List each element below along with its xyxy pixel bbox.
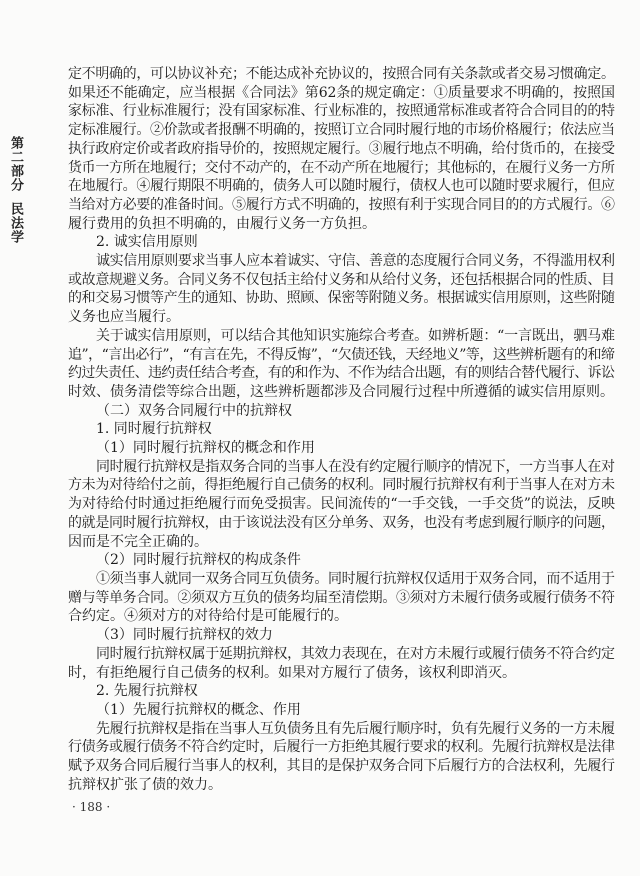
section-heading: [68, 439, 615, 458]
text-line: 执行政府定价或者政府指导价的，按照规定履行。③履行地点不明确，给付货币的，在接受: [68, 140, 615, 157]
section-heading: [68, 682, 615, 701]
section-heading: [68, 420, 615, 439]
section-heading: [68, 626, 615, 645]
page-number: · 188 ·: [72, 800, 111, 814]
paragraph: [68, 645, 615, 682]
paragraph: [68, 327, 615, 402]
text-line: 行债务或履行债务不符合约定时，后履行一方拒绝其履行要求的权利。先履行抗辩权是法律: [68, 739, 615, 756]
heading-text: （1）同时履行抗辩权的概念和作用: [96, 440, 315, 457]
text-line: 货币一方所在地履行；交付不动产的，在不动产所在地履行；其他标的，在履行义务一方所: [68, 159, 615, 176]
text-line: 关于诚实信用原则，可以结合其他知识实施综合考查。如辨析题：“一言既出，驷马难: [96, 327, 615, 344]
paragraph: [68, 65, 615, 233]
text-line: 赋予双务合同后履行当事人的权利，其目的是保护双务合同下后履行方的合法权利，先履行: [68, 758, 615, 775]
text-line: 家标准、行业标准履行；没有国家标准、行业标准的，按照通常标准或者符合合同目的的特: [68, 103, 615, 120]
paragraph: [68, 570, 615, 626]
text-line: 或故意规避义务。合同义务不仅包括主给付义务和从给付义务，还包括根据合同的性质、目: [68, 271, 615, 288]
text-line: 在地履行。④履行期限不明确的，债务人可以随时履行，债权人也可以随时要求履行，但应: [68, 178, 615, 195]
heading-text: 1. 同时履行抗辩权: [96, 421, 212, 438]
text-line: 因而是不完全正确的。: [68, 533, 208, 550]
text-line: 抗辩权扩张了债的效力。: [68, 776, 222, 793]
sidebar-gap: [6, 192, 24, 202]
text-line: 为对待给付时通过拒绝履行而免受损害。民间流传的“一手交钱，一手交货”的说法，反映: [68, 496, 616, 513]
paragraph: [68, 720, 615, 795]
text-line: 同时履行抗辩权属于延期抗辩权，其效力表现在，在对方未履行或履行债务不符合约定: [96, 645, 615, 662]
text-line: 追”，“言出必行”，“有言在先，不得反悔”，“欠债还钱，天经地义”等，这些辨析题有的和缔: [68, 346, 615, 363]
sidebar-part-label: 第二部分: [8, 136, 23, 192]
text-line: 先履行抗辩权是指在当事人互负债务且有先后履行顺序时，负有先履行义务的一方未履: [96, 720, 615, 737]
text-line: 合约定。④须对方的对待给付是可能履行的。: [68, 608, 348, 625]
text-line: 当给对方必要的准备时间。⑤履行方式不明确的，按照有利于实现合同目的的方式履行。⑥: [68, 196, 615, 213]
text-line: 履行费用的负担不明确的，由履行义务一方负担。: [68, 215, 376, 232]
section-heading: [68, 701, 615, 720]
text-line: 定不明确的，可以协议补充；不能达成补充协议的，按照合同有关条款或者交易习惯确定。: [68, 66, 615, 82]
page-body: [68, 65, 615, 794]
text-line: 的就是同时履行抗辩权，由于该说法没有区分单务、双务，也没有考虑到履行顺序的问题，: [68, 514, 615, 531]
text-line: 方未为对待给付之前，得拒绝履行自己债务的权利。同时履行抗辩权有利于当事人在对方未: [68, 477, 615, 494]
section-sidebar: [6, 136, 24, 244]
heading-text: （3）同时履行抗辩权的效力: [96, 627, 273, 644]
text-line: ①须当事人就同一双务合同互负债务。同时履行抗辩权仅适用于双务合同，而不适用于: [96, 570, 615, 587]
section-heading: [68, 233, 615, 252]
heading-text: （二）双务合同履行中的抗辩权: [96, 402, 292, 419]
text-line: 约过失责任、违约责任结合考查，有的和作为、不作为结合出题，有的则结合替代履行、诉讼: [68, 365, 615, 382]
paragraph: [68, 252, 615, 327]
text-line: 诚实信用原则要求当事人应本着诚实、守信、善意的态度履行合同义务，不得滥用权利: [96, 253, 615, 270]
section-heading: [68, 402, 615, 421]
text-line: 的和交易习惯等产生的通知、协助、照顾、保密等附随义务。根据诚实信用原则，这些附随: [68, 290, 615, 307]
paragraph: [68, 458, 615, 552]
text-line: 定标准履行。②价款或者报酬不明确的，按照订立合同时履行地的市场价格履行；依法应当: [68, 122, 615, 139]
text-line: 赠与等单务合同。②须双方互负的债务均届至清偿期。③须对方未履行债务或履行债务不符: [68, 589, 615, 606]
text-line: 时，有拒绝履行自己债务的权利。如果对方履行了债务，该权利即消灭。: [68, 664, 516, 681]
section-heading: [68, 551, 615, 570]
text-line: 如果还不能确定，应当根据《合同法》第62条的规定确定：①质量要求不明确的，按照国: [68, 84, 615, 101]
text-line: 同时履行抗辩权是指双务合同的当事人在没有约定履行顺序的情况下，一方当事人在对: [96, 458, 615, 475]
heading-text: 2. 先履行抗辩权: [96, 683, 198, 700]
heading-text: （2）同时履行抗辩权的构成条件: [96, 552, 301, 569]
text-line: 义务也应当履行。: [68, 309, 180, 326]
heading-text: （1）先履行抗辩权的概念、作用: [96, 701, 301, 718]
heading-text: 2. 诚实信用原则: [96, 234, 198, 251]
sidebar-subject-label: 民法学: [8, 202, 23, 244]
text-line: 时效、债务清偿等综合出题，这些辨析题都涉及合同履行过程中所遵循的诚实信用原则。: [68, 383, 614, 400]
